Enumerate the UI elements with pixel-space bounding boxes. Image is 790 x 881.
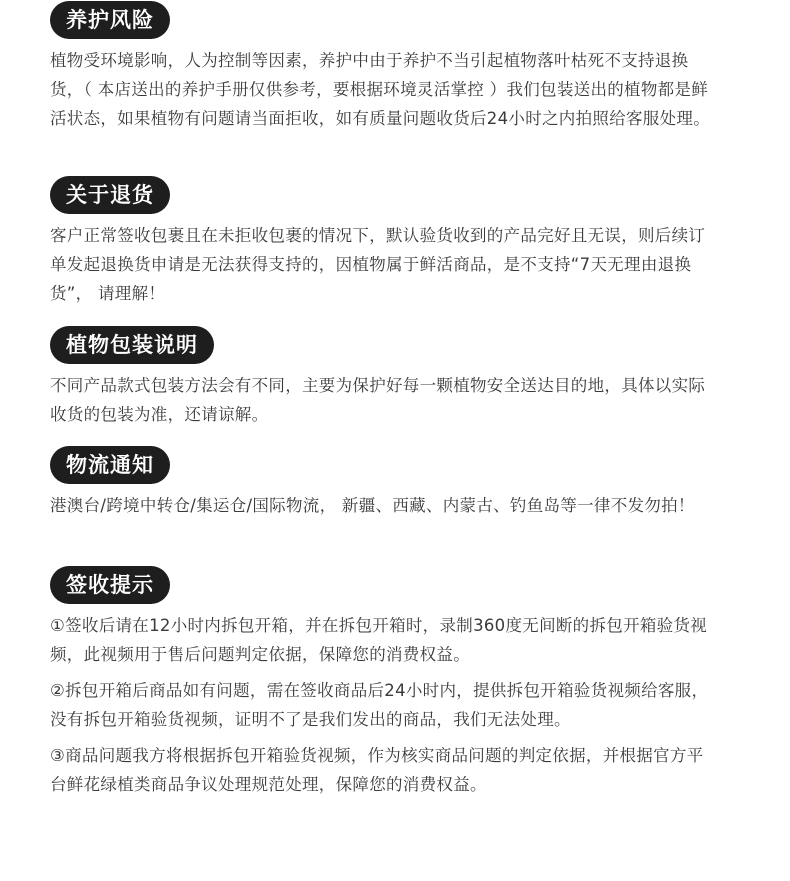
paragraph: 不同产品款式包装方法会有不同，主要为保护好每一颗植物安全送达目的地，具体以实际收货的包装为准，还请谅解。 [50, 376, 706, 424]
paragraph: ①签收后请在12小时内拆包开箱，并在拆包开箱时，录制360度无间断的拆包开箱验货视频，此视频用于售后问题判定依据，保障您的消费权益。 [50, 616, 708, 664]
section-body-receipt-tips [50, 611, 710, 799]
paragraph: 港澳台/跨境中转仓/集运仓/国际物流， 新疆、西藏、内蒙古、钓鱼岛等一律不发勿拍！ [50, 496, 695, 515]
section-body-packaging [50, 371, 710, 429]
section-packaging [50, 326, 710, 429]
section-care-risk [50, 1, 710, 133]
paragraph: 客户正常签收包裹且在未拒收包裹的情况下，默认验货收到的产品完好且无误，则后续订单发起退换货申请是无法获得支持的，因植物属于鲜活商品，是不支持“7天无理由退换货”， 请理解！ [50, 226, 706, 303]
paragraph: 植物受环境影响，人为控制等因素，养护中由于养护不当引起植物落叶枯死不支持退换货，（ 本店送出的养护手册仅供参考，要根据环境灵活掌控 ）我们包装送出的植物都是鲜活状态，如果植物有问题请当面拒收，如有质量问题收货后24小时之内拍照给客服处理。 [50, 51, 710, 128]
section-body-shipping-notice [50, 491, 710, 520]
section-body-returns [50, 221, 710, 308]
section-heading-packaging: 植物包装说明 [50, 326, 214, 364]
section-heading-shipping-notice: 物流通知 [50, 446, 170, 484]
section-returns [50, 176, 710, 308]
section-heading-returns: 关于退货 [50, 176, 170, 214]
paragraph: ③商品问题我方将根据拆包开箱验货视频，作为核实商品问题的判定依据，并根据官方平台鲜花绿植类商品争议处理规范处理，保障您的消费权益。 [50, 746, 704, 794]
section-heading-receipt-tips: 签收提示 [50, 566, 170, 604]
section-shipping-notice [50, 446, 710, 520]
section-receipt-tips [50, 566, 710, 799]
paragraph: ②拆包开箱后商品如有问题，需在签收商品后24小时内，提供拆包开箱验货视频给客服，没有拆包开箱验货视频，证明不了是我们发出的商品，我们无法处理。 [50, 681, 709, 729]
section-heading-care-risk: 养护风险 [50, 1, 170, 39]
section-body-care-risk [50, 46, 710, 133]
